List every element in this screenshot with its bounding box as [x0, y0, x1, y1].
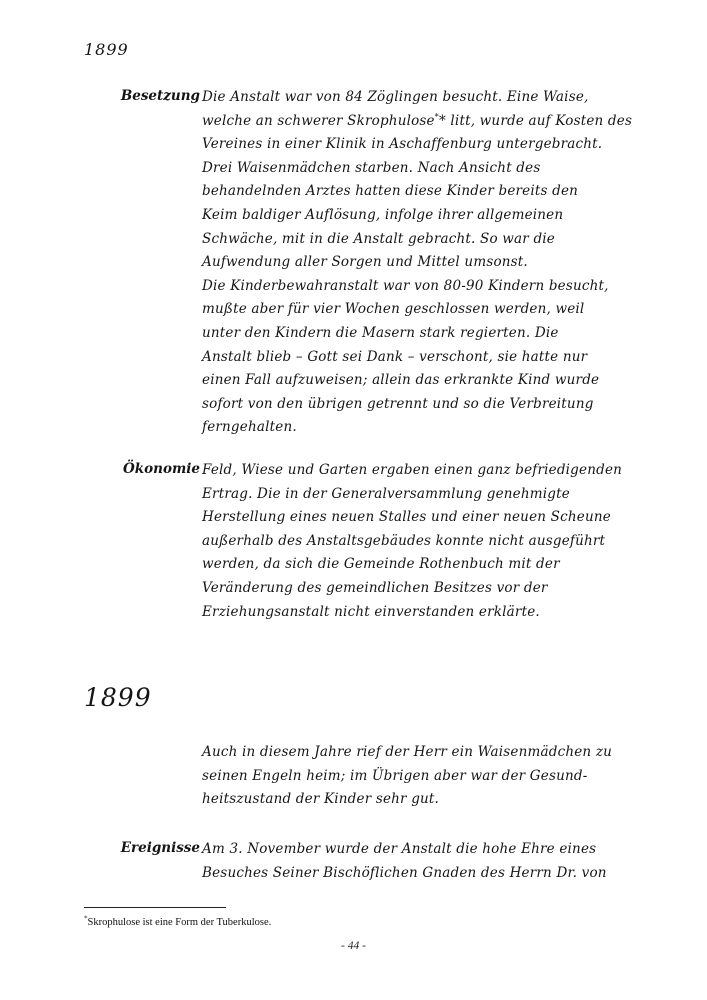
- footnote-divider: [84, 907, 226, 908]
- text-line: werden, da sich die Gemeinde Rothenbuch mit der: [202, 556, 560, 573]
- text-line: Ertrag. Die in der Generalversammlung genehmigte: [202, 485, 570, 502]
- text-line: Die Anstalt war von 84 Zöglingen besucht. Eine Waise,: [202, 89, 589, 105]
- text-line: Herstellung eines neuen Stalles und einer neuen Scheune: [202, 509, 611, 526]
- text-line: Schwäche, mit in die Anstalt gebracht. So war die: [202, 230, 555, 247]
- text-line-part: welche an schwerer Skrophulose: [202, 112, 435, 129]
- paragraph-oekonomie: [202, 459, 632, 624]
- text-line: mußte aber für vier Wochen geschlossen werden, weil: [202, 301, 585, 318]
- footnote: [84, 914, 272, 928]
- text-line: [202, 110, 632, 134]
- text-line: behandelnden Arztes hatten diese Kinder bereits den: [202, 183, 579, 200]
- running-head-year: 1899: [84, 40, 129, 59]
- paragraph-intro-1899: [202, 741, 632, 812]
- footnote-marker: *: [84, 914, 88, 923]
- margin-label-oekonomie: Ökonomie: [123, 461, 200, 477]
- text-line: ferngehalten.: [202, 419, 297, 436]
- text-line: Besuches Seiner Bischöflichen Gnaden des Herrn Dr. von: [202, 864, 607, 881]
- year-heading: 1899: [84, 683, 152, 712]
- text-line: außerhalb des Anstaltsgebäudes konnte nicht ausgeführt: [202, 532, 606, 549]
- text-line: Drei Waisenmädchen starben. Nach Ansicht des: [202, 159, 541, 176]
- paragraph-ereignisse: [202, 838, 632, 885]
- text-line: Feld, Wiese und Garten ergaben einen ganz befriedigenden: [202, 462, 623, 478]
- margin-label-ereignisse: Ereignisse: [120, 840, 200, 856]
- text-line: Auch in diesem Jahre rief der Herr ein Waisenmädchen zu: [202, 744, 613, 760]
- text-line: unter den Kindern die Masern stark regierten. Die: [202, 324, 559, 341]
- text-line: Aufwendung aller Sorgen und Mittel umsonst.: [202, 254, 528, 271]
- text-line: Vereines in einer Klinik in Aschaffenburg untergebracht.: [202, 136, 603, 153]
- text-line: seinen Engeln heim; im Übrigen aber war der Gesund-: [202, 767, 588, 784]
- text-line: sofort von den übrigen getrennt und so die Verbreitung: [202, 395, 594, 412]
- text-line-part: * litt, wurde auf Kosten des: [438, 112, 633, 129]
- footnote-text: Skrophulose ist eine Form der Tuberkulose.: [87, 917, 272, 928]
- footnote-marker: *: [434, 112, 439, 122]
- text-line: Anstalt blieb – Gott sei Dank – verschont, sie hatte nur: [202, 348, 588, 365]
- text-line: Am 3. November wurde der Anstalt die hohe Ehre eines: [202, 841, 597, 857]
- text-line: heitszustand der Kinder sehr gut.: [202, 791, 440, 808]
- text-line: Veränderung des gemeindlichen Besitzes vor der: [202, 579, 548, 596]
- text-line: Erziehungsanstalt nicht einverstanden erklärte.: [202, 603, 540, 620]
- margin-label-besetzung: Besetzung: [120, 88, 200, 104]
- text-line: Keim baldiger Auflösung, infolge ihrer allgemeinen: [202, 206, 564, 223]
- text-line: Die Kinderbewahranstalt war von 80-90 Kindern besucht,: [202, 277, 609, 294]
- paragraph-besetzung: [202, 86, 632, 440]
- text-line: einen Fall aufzuweisen; allein das erkrankte Kind wurde: [202, 372, 600, 389]
- page-number: - 44 -: [341, 940, 366, 952]
